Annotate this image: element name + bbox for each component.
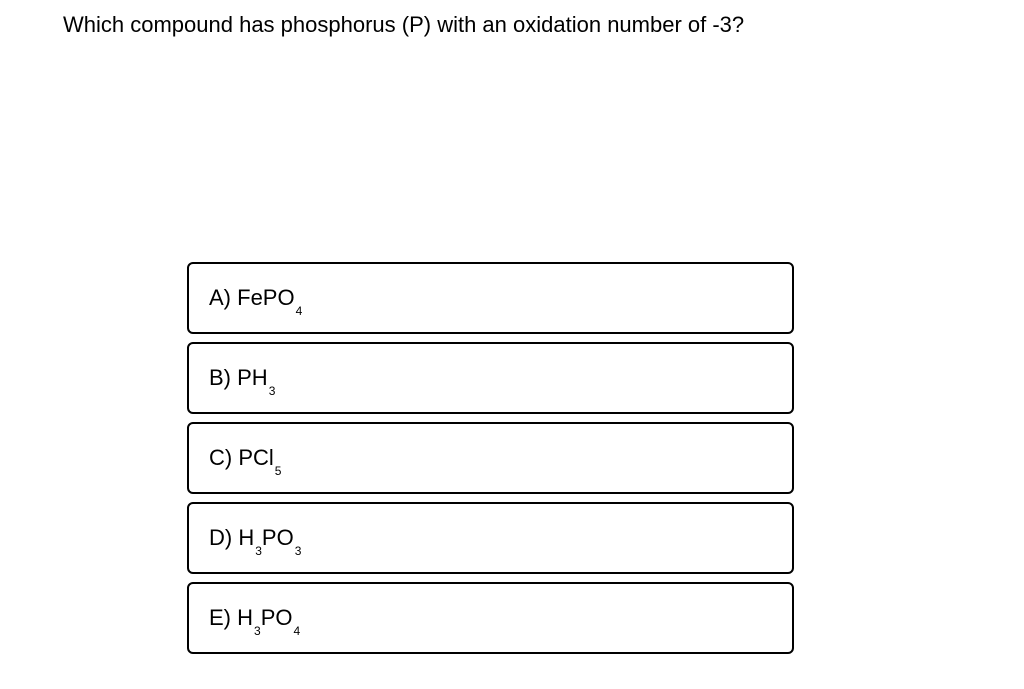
- formula-subscript: 4: [295, 304, 303, 318]
- option-label: [209, 284, 303, 318]
- option-label: [209, 364, 276, 398]
- formula-text: PO: [261, 525, 294, 550]
- formula-text: PCl: [238, 445, 274, 470]
- formula-subscript: 3: [294, 544, 302, 558]
- option-label: [209, 604, 301, 638]
- formula-text: FePO: [237, 285, 295, 310]
- option-letter: A): [209, 285, 231, 310]
- formula-text: H: [238, 525, 255, 550]
- answer-option-d[interactable]: [187, 502, 794, 574]
- formula-text: PH: [237, 365, 268, 390]
- formula-subscript: 4: [293, 624, 301, 638]
- formula-text: H: [237, 605, 254, 630]
- formula-text: PO: [260, 605, 293, 630]
- answer-option-e[interactable]: [187, 582, 794, 654]
- question-text: Which compound has phosphorus (P) with an oxidation number of -3?: [63, 12, 745, 37]
- answer-options-list: [187, 262, 794, 662]
- option-letter: B): [209, 365, 231, 390]
- option-letter: C): [209, 445, 233, 470]
- formula-subscript: 3: [255, 544, 262, 558]
- option-letter: D): [209, 525, 233, 550]
- formula-subscript: 5: [274, 464, 282, 478]
- formula-subscript: 3: [254, 624, 261, 638]
- option-label: [209, 524, 302, 558]
- answer-option-b[interactable]: [187, 342, 794, 414]
- answer-option-a[interactable]: [187, 262, 794, 334]
- option-label: [209, 444, 282, 478]
- formula-subscript: 3: [268, 384, 276, 398]
- answer-option-c[interactable]: [187, 422, 794, 494]
- option-letter: E): [209, 605, 231, 630]
